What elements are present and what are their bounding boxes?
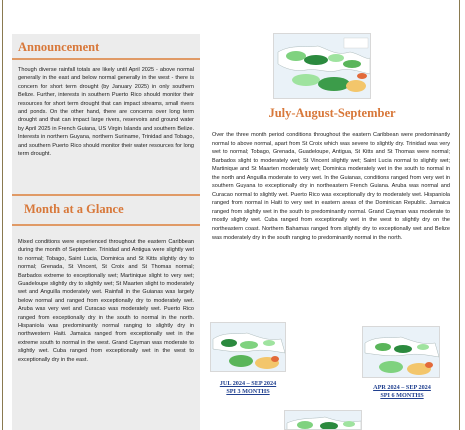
spi-6-month-caption-dates: APR 2024 – SEP 2024 [373,384,431,391]
spi-3-month-caption [206,380,290,395]
jas-heading: July-August-September [268,106,396,120]
announcement-divider [12,58,200,60]
spi-6-month-caption [360,384,444,399]
spi-6-month-caption-label: SPI 6 MONTHS [380,391,424,399]
spi-map-top-image [274,34,371,99]
spi-map-bottom-partial-image [285,411,362,430]
announcement-heading: Announcement [18,40,100,54]
spi-3-month-caption-label: SPI 3 MONTHS [226,387,270,395]
month-divider-bottom [12,224,200,226]
spi-3-month-map-image [211,323,286,372]
spi-3-month-caption-dates: JUL 2024 – SEP 2024 [219,380,277,387]
announcement-text: Though diverse rainfall totals are likely until April 2025 - above normal generally in the east and below normal generally in the west - there is concern for short term drought (by January 2025) in only southern Belize. Further, interests in southern Puerto Rico should monitor their resources for short term drought that can impact streams, small rivers and ponds. On the other hand, there are concerns over long term drought and that can impact large rivers, reservoirs and ground water by April 2025 in French Guiana, US Virgin Islands and southern Belize. Interests in northern Guyana, northern Suriname, Trinidad and Tobago, and southern Puerto Rico should monitor their water resources for long term drought. [18,67,194,158]
jas-text: Over the three month period conditions throughout the eastern Caribbean were predominantly normal to above normal, apart from St Croix which was severe to slightly dry. Trinidad was very wet to normal; Tobago, Grenada, Guadeloupe, Antigua, St Kitts and St Thomas were normal; Barbados slight to moderately wet; St Vincent slightly wet; Saint Lucia normal to slightly wet; Martinique and St Maarten moderately wet; Dominica moderately wet in the south to normal in the north and Anguilla moderate to very wet. In the Guianas, conditions ranged from very wet in southern Guyana to exceptionally dry in northeastern French Guiana. Aruba was normal and Curacao normal to slightly wet. Puerto Rico was exceptionally dry to moderately wet. Hispaniola ranged from normal in Haiti to very wet in eastern areas of the Dominican Republic. Jamaica ranged from slightly wet in the south to predominantly normal. Grand Cayman was moderate to mostly slightly wet. Cuba ranged from exceptionally wet in the west to slightly dry on the northeastern coast. Northern Bahamas ranged from slightly dry to exceptionally wet and Belize was moderately dry in the south ranging to predominantly normal in the north. [212,132,450,241]
spi-map-top [273,33,371,99]
month-at-a-glance-heading: Month at a Glance [24,202,124,216]
spi-map-bottom-partial [284,410,362,430]
month-at-a-glance-text: Mixed conditions were experienced throughout the eastern Caribbean during the month of September. Trinidad and Antigua were slightly wet to normal; Tobago, Saint Lucia, Dominica and St Kitts slightly dry to normal; Grenada, St Vincent, St Croix and St Thomas normal; Barbados extreme to exceptionally wet; Martinique slight to very wet; Guadeloupe slightly dry to slightly wet; St Maarten slight to moderately wet and Anguilla moderately wet. Rainfall in the Guianas was largely below normal and ranged from exceptionally dry to moderately wet. Aruba was very wet and Curacao was moderately wet. Puerto Rico ranged from exceptionally dry in the south to normal in the north. Hispaniola was predominantly normal ranging to slightly dry in northwestern Haiti. Jamaica ranged from exceptionally wet in the extreme south to normal in the west. Grand Cayman was moderate to slightly wet. Cuba ranged from exceptionally wet in the west to exceptionally dry in the east. [18,239,194,363]
spi-6-month-map-image [363,327,440,378]
spi-6-month-map [362,326,440,378]
left-column-panel [12,34,200,430]
spi-3-month-map [210,322,286,372]
month-divider-top [12,194,200,196]
